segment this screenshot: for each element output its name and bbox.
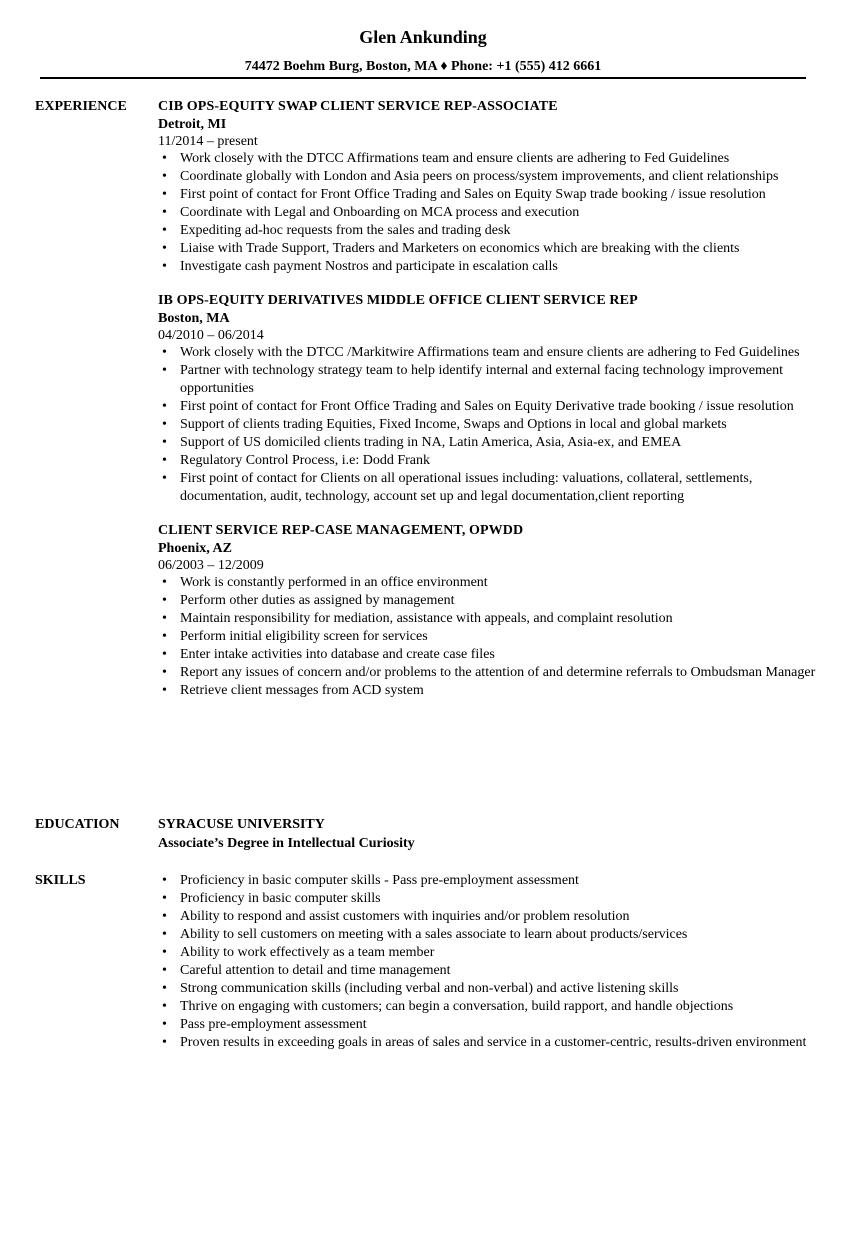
bullet-text: First point of contact for Front Office Trading and Sales on Equity Derivative trade booking / issue resolution (180, 399, 794, 414)
bullet-item (158, 416, 818, 434)
bullet-dot-icon: • (162, 963, 167, 978)
bullet-text: Enter intake activities into database and create case files (180, 647, 495, 662)
bullet-dot-icon: • (162, 399, 167, 414)
bullet-item (158, 610, 818, 628)
bullet-item (158, 150, 818, 168)
bullet-dot-icon: • (162, 665, 167, 680)
bullet-dot-icon: • (162, 453, 167, 468)
job-location: Detroit, MI (158, 117, 227, 132)
bullet-text: Work closely with the DTCC Affirmations team and ensure clients are adhering to Fed Guidelines (180, 151, 730, 166)
bullet-item (158, 1034, 818, 1052)
bullet-dot-icon: • (162, 241, 167, 256)
bullet-item (158, 362, 818, 398)
bullet-item (158, 664, 818, 682)
bullet-text: Strong communication skills (including verbal and non-verbal) and active listening skills (180, 981, 679, 996)
bullet-dot-icon: • (162, 575, 167, 590)
job-bullets (158, 150, 818, 276)
bullet-text: Work closely with the DTCC /Markitwire Affirmations team and ensure clients are adhering to Fed Guidelines (180, 345, 800, 360)
bullet-text: Ability to respond and assist customers with inquiries and/or problem resolution (180, 909, 630, 924)
contact-line: 74472 Boehm Burg, Boston, MA ♦ Phone: +1 (555) 412 6661 (244, 59, 602, 74)
bullet-dot-icon: • (162, 151, 167, 166)
bullet-text: Work is constantly performed in an office environment (180, 575, 488, 590)
bullet-dot-icon: • (162, 927, 167, 942)
bullet-item (158, 452, 818, 470)
bullet-text: Coordinate globally with London and Asia peers on process/system improvements, and client relationships (180, 169, 779, 184)
education-body (158, 816, 818, 854)
bullet-item (158, 204, 818, 222)
bullet-item (158, 168, 818, 186)
bullet-text: Liaise with Trade Support, Traders and Marketers on economics which are breaking with the clients (180, 241, 740, 256)
bullet-text: Support of clients trading Equities, Fixed Income, Swaps and Options in local and global markets (180, 417, 727, 432)
bullet-dot-icon: • (162, 945, 167, 960)
bullet-text: Proficiency in basic computer skills (180, 891, 381, 906)
bullet-dot-icon: • (162, 647, 167, 662)
job-bullets (158, 344, 818, 506)
bullet-text: Maintain responsibility for mediation, assistance with appeals, and complaint resolution (180, 611, 673, 626)
bullet-dot-icon: • (162, 611, 167, 626)
bullet-dot-icon: • (162, 873, 167, 888)
experience-list (158, 98, 818, 716)
bullet-dot-icon: • (162, 593, 167, 608)
skills-body (158, 872, 818, 1052)
bullet-dot-icon: • (162, 629, 167, 644)
bullet-item (158, 1016, 818, 1034)
bullet-item (158, 258, 818, 276)
bullet-text: First point of contact for Clients on all operational issues including: valuations, collateral, settlements, documentation, audit, technology, account set up and legal documentation,client reporting (180, 471, 753, 504)
bullet-text: Perform initial eligibility screen for services (180, 629, 428, 644)
bullet-item (158, 872, 818, 890)
bullet-dot-icon: • (162, 1035, 167, 1050)
bullet-dot-icon: • (162, 259, 167, 274)
bullet-item (158, 592, 818, 610)
bullet-text: Regulatory Control Process, i.e: Dodd Frank (180, 453, 431, 468)
bullet-item (158, 890, 818, 908)
bullet-item (158, 908, 818, 926)
bullet-dot-icon: • (162, 205, 167, 220)
job-dates: 11/2014 – present (158, 134, 258, 149)
bullet-text: Investigate cash payment Nostros and participate in escalation calls (180, 259, 558, 274)
bullet-item (158, 222, 818, 240)
candidate-name: Glen Ankunding (359, 27, 487, 47)
job-bullets (158, 574, 818, 700)
bullet-text: Careful attention to detail and time management (180, 963, 451, 978)
job-entry (158, 522, 818, 700)
bullet-item (158, 998, 818, 1016)
bullet-item (158, 646, 818, 664)
job-location: Boston, MA (158, 311, 230, 326)
education-degree: Associate’s Degree in Intellectual Curiosity (158, 836, 415, 851)
job-dates: 04/2010 – 06/2014 (158, 328, 264, 343)
bullet-dot-icon: • (162, 223, 167, 238)
bullet-dot-icon: • (162, 169, 167, 184)
header-divider (40, 77, 806, 79)
bullet-item (158, 926, 818, 944)
bullet-text: Coordinate with Legal and Onboarding on MCA process and execution (180, 205, 580, 220)
bullet-item (158, 344, 818, 362)
bullet-text: Support of US domiciled clients trading in NA, Latin America, Asia, Asia-ex, and EMEA (180, 435, 682, 450)
job-title: CLIENT SERVICE REP-CASE MANAGEMENT, OPWDD (158, 523, 524, 538)
section-label-education: EDUCATION (35, 817, 120, 832)
bullet-text: First point of contact for Front Office Trading and Sales on Equity Swap trade booking / issue resolution (180, 187, 766, 202)
bullet-text: Pass pre-employment assessment (180, 1017, 367, 1032)
education-school: SYRACUSE UNIVERSITY (158, 817, 325, 832)
bullet-item (158, 962, 818, 980)
bullet-dot-icon: • (162, 345, 167, 360)
job-title: CIB OPS-EQUITY SWAP CLIENT SERVICE REP-ASSOCIATE (158, 99, 558, 114)
bullet-dot-icon: • (162, 187, 167, 202)
bullet-text: Partner with technology strategy team to help identify internal and external facing technology improvement opportunities (180, 363, 783, 396)
job-location: Phoenix, AZ (158, 541, 232, 556)
bullet-dot-icon: • (162, 435, 167, 450)
bullet-text: Report any issues of concern and/or problems to the attention of and determine referrals to Ombudsman Manager (180, 665, 816, 680)
bullet-dot-icon: • (162, 363, 167, 378)
bullet-item (158, 628, 818, 646)
bullet-dot-icon: • (162, 981, 167, 996)
job-title: IB OPS-EQUITY DERIVATIVES MIDDLE OFFICE CLIENT SERVICE REP (158, 293, 638, 308)
bullet-dot-icon: • (162, 417, 167, 432)
bullet-text: Retrieve client messages from ACD system (180, 683, 424, 698)
bullet-item (158, 682, 818, 700)
section-label-skills: SKILLS (35, 873, 86, 888)
bullet-text: Perform other duties as assigned by management (180, 593, 455, 608)
bullet-dot-icon: • (162, 683, 167, 698)
bullet-dot-icon: • (162, 891, 167, 906)
bullet-dot-icon: • (162, 909, 167, 924)
bullet-text: Thrive on engaging with customers; can begin a conversation, build rapport, and handle objections (180, 999, 734, 1014)
bullet-item (158, 470, 818, 506)
bullet-item (158, 434, 818, 452)
section-label-experience: EXPERIENCE (35, 99, 127, 114)
bullet-item (158, 574, 818, 592)
job-dates: 06/2003 – 12/2009 (158, 558, 264, 573)
bullet-dot-icon: • (162, 471, 167, 486)
bullet-text: Ability to work effectively as a team member (180, 945, 435, 960)
bullet-dot-icon: • (162, 999, 167, 1014)
job-entry (158, 292, 818, 506)
bullet-text: Proven results in exceeding goals in areas of sales and service in a customer-centric, results-driven environment (180, 1035, 807, 1050)
bullet-text: Expediting ad-hoc requests from the sales and trading desk (180, 223, 511, 238)
bullet-text: Proficiency in basic computer skills - Pass pre-employment assessment (180, 873, 579, 888)
bullet-item (158, 398, 818, 416)
bullet-item (158, 240, 818, 258)
bullet-dot-icon: • (162, 1017, 167, 1032)
bullet-item (158, 186, 818, 204)
bullet-item (158, 944, 818, 962)
bullet-item (158, 980, 818, 998)
bullet-text: Ability to sell customers on meeting with a sales associate to learn about products/services (180, 927, 688, 942)
job-entry (158, 98, 818, 276)
skills-list (158, 872, 818, 1052)
